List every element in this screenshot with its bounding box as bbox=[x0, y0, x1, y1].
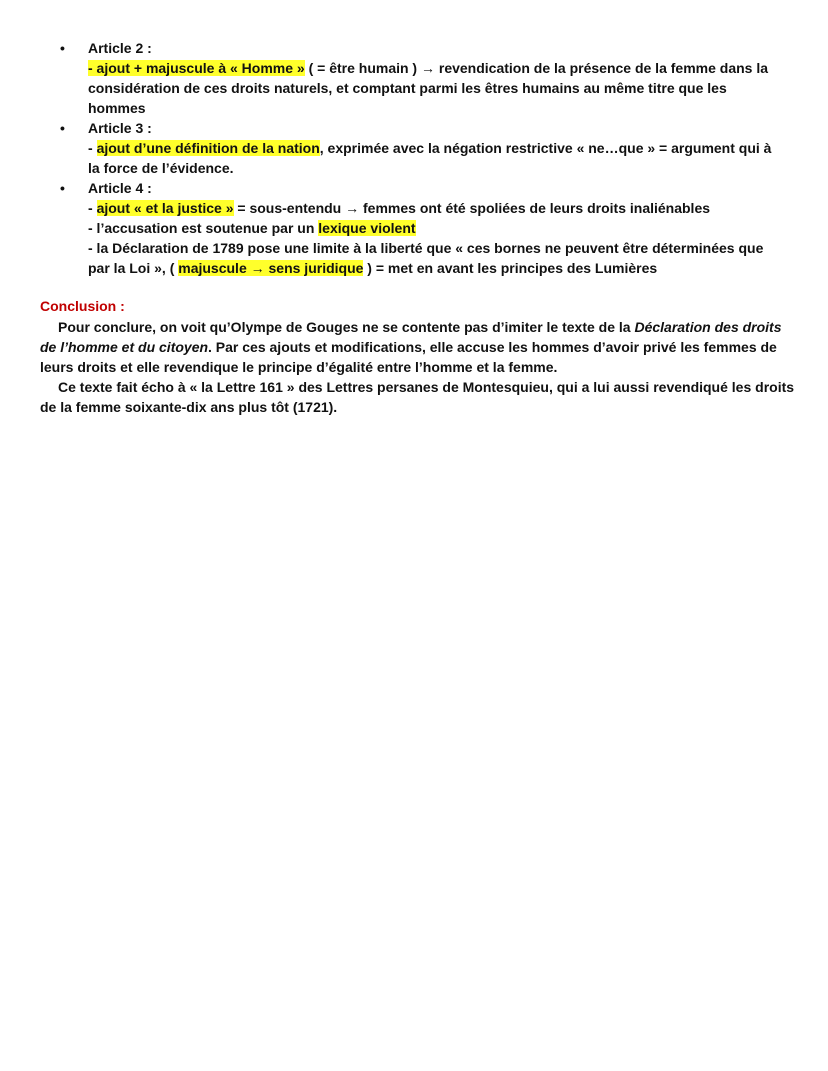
highlighted-text: majuscule → sens juridique bbox=[178, 260, 364, 276]
conclusion-paragraph-1 bbox=[40, 317, 800, 377]
article-line: considération de ces droits naturels, et comptant parmi les êtres humains au même titre que les bbox=[88, 80, 727, 96]
highlighted-text: - ajout + majuscule à « Homme » bbox=[88, 60, 305, 76]
list-item-article-3 bbox=[0, 118, 788, 178]
bullet-icon: • bbox=[60, 40, 65, 56]
article-line bbox=[88, 258, 788, 278]
line-text: = sous-entendu → femmes ont été spoliées de leurs droits inaliénables bbox=[233, 200, 711, 216]
list-item-article-2 bbox=[0, 38, 788, 118]
article-line: - la Déclaration de 1789 pose une limite à la liberté que « ces bornes ne peuvent être déterminées que bbox=[88, 240, 764, 256]
highlighted-text: ajout « et la justice » bbox=[96, 200, 234, 216]
article-heading: Article 4 : bbox=[88, 180, 152, 196]
line-text: ( = être humain ) → revendication de la présence de la femme dans la bbox=[304, 60, 769, 76]
paragraph-text: . Par ces ajouts et modifications, elle accuse les hommes d’avoir privé les femmes de leurs droits et elle revendique le principe d’égalité entre l’homme et la femme. bbox=[40, 339, 777, 375]
highlighted-text: lexique violent bbox=[318, 220, 416, 236]
line-text: ) = met en avant les principes des Lumières bbox=[363, 260, 658, 276]
conclusion-heading: Conclusion : bbox=[40, 298, 125, 314]
line-text: , exprimée avec la négation restrictive « ne…que » = argument qui à bbox=[319, 140, 772, 156]
line-text: - bbox=[88, 200, 97, 216]
paragraph-italic-title: Déclaration des droits de l’homme et du citoyen bbox=[40, 319, 782, 355]
article-line bbox=[88, 198, 788, 218]
article-list bbox=[0, 38, 828, 278]
article-line bbox=[88, 138, 788, 158]
article-line bbox=[88, 58, 788, 78]
conclusion-section bbox=[40, 296, 800, 417]
highlighted-text: ajout d’une définition de la nation bbox=[96, 140, 320, 156]
article-line bbox=[88, 218, 788, 238]
article-line: la force de l’évidence. bbox=[88, 160, 234, 176]
line-text: - bbox=[88, 140, 97, 156]
list-item-article-4 bbox=[0, 178, 788, 278]
paragraph-text: Pour conclure, on voit qu’Olympe de Gouges ne se contente pas d’imiter le texte de la bbox=[58, 319, 635, 335]
article-line: hommes bbox=[88, 100, 146, 116]
article-heading: Article 3 : bbox=[88, 120, 152, 136]
article-heading: Article 2 : bbox=[88, 40, 152, 56]
bullet-icon: • bbox=[60, 120, 65, 136]
conclusion-paragraph-2: Ce texte fait écho à « la Lettre 161 » des Lettres persanes de Montesquieu, qui a lui aussi revendiqué les droits de la femme soixante-dix ans plus tôt (1721). bbox=[40, 379, 795, 415]
line-text: par la Loi », ( bbox=[88, 260, 179, 276]
line-text: - l’accusation est soutenue par un bbox=[88, 220, 319, 236]
bullet-icon: • bbox=[60, 180, 65, 196]
